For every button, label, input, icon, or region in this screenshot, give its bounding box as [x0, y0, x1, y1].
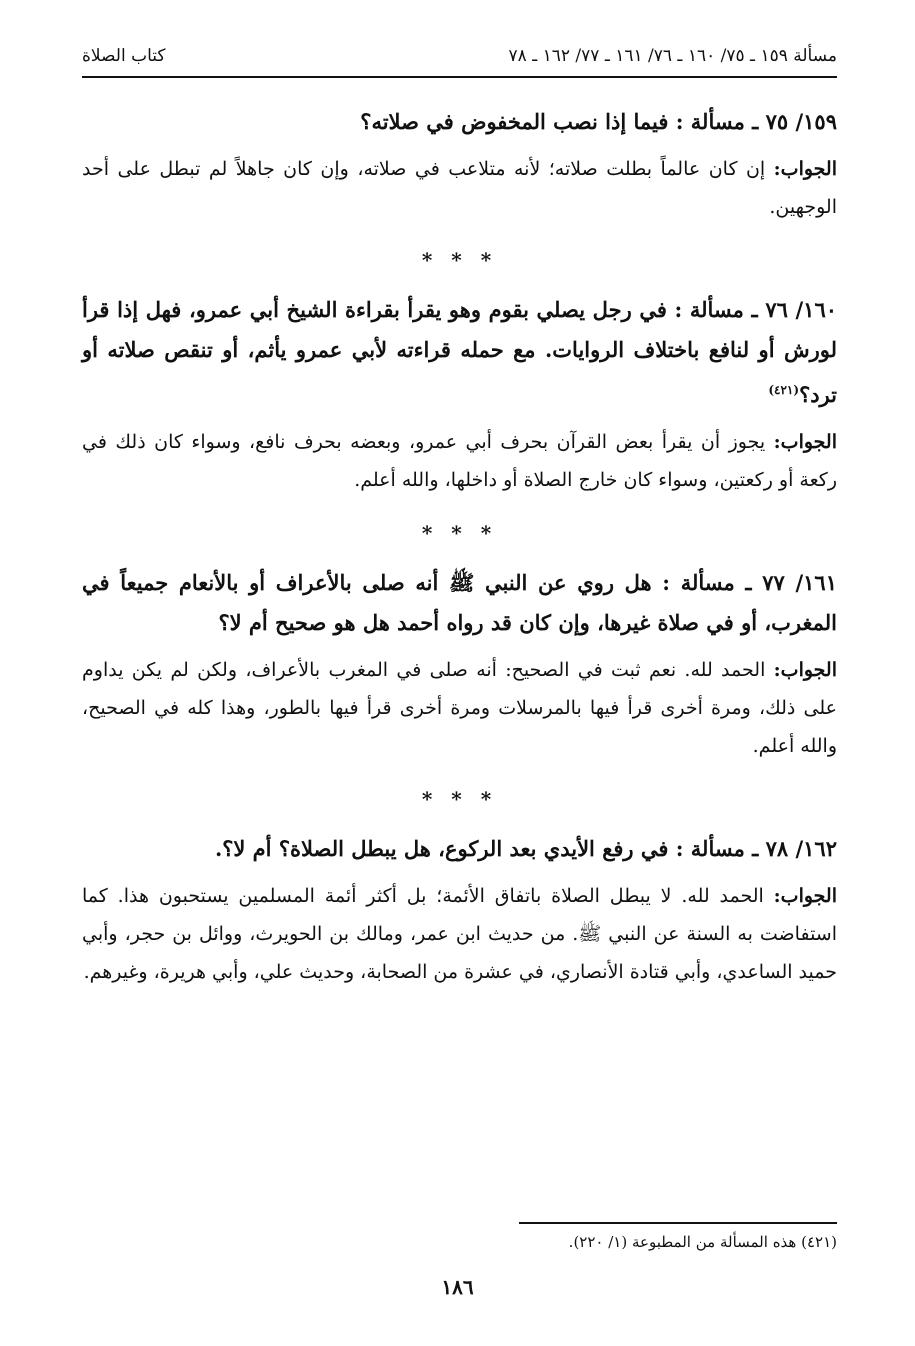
question-text: فيما إذا نصب المخفوض في صلاته؟ — [360, 109, 676, 134]
answer-text: إن كان عالماً بطلت صلاته؛ لأنه متلاعب في صلاته، وإن كان جاهلاً لم تبطل على أحد الوجهين. — [82, 158, 837, 218]
question-number: ١٥٩/ ٧٥ ـ مسألة : — [675, 109, 837, 134]
footnote-divider — [519, 1222, 837, 1224]
question-number: ١٦١/ ٧٧ ـ مسألة : — [662, 570, 837, 595]
answer-162 — [82, 877, 837, 991]
answer-text: الحمد لله. نعم ثبت في الصحيح: أنه صلى في المغرب بالأعراف، ولكن لم يكن يداوم على ذلك، ومرة أخرى قرأ فيها بالمرسلات ومرة أخرى قرأ فيها بالطور، وهذا كله في الصحيح، والله أعلم. — [82, 659, 837, 757]
answer-text: الحمد لله. لا يبطل الصلاة باتفاق الأئمة؛ بل أكثر أئمة المسلمين يستحبون هذا. كما استفاضت به السنة عن النبي ﷺ. من حديث ابن عمر، ومالك بن الحويرث، ووائل بن حجر، وأبي حميد الساعدي، وأبي قتادة الأنصاري، في عشرة من الصحابة، وحديث علي، وأبي هريرة، وغيرهم. — [82, 885, 837, 983]
page-header — [82, 40, 837, 78]
answer-label: الجواب: — [773, 431, 837, 453]
section-separator: * * * — [421, 787, 498, 811]
answer-159 — [82, 150, 837, 226]
answer-text: يجوز أن يقرأ بعض القرآن بحرف أبي عمرو، وبعضه بحرف نافع، وسواء كان ذلك في ركعة أو ركعتين، وسواء كان خارج الصلاة أو داخلها، والله أعلم. — [82, 431, 837, 491]
answer-label: الجواب: — [773, 659, 837, 681]
question-text: هل روي عن النبي ﷺ أنه صلى بالأعراف أو بالأنعام جميعاً في المغرب، أو في صلاة غيرها، وإن كان قد رواه أحمد هل هو صحيح أم لا؟ — [82, 570, 837, 635]
answer-160 — [82, 423, 837, 499]
question-number: ١٦٢/ ٧٨ ـ مسألة : — [675, 836, 837, 861]
section-separator: * * * — [421, 521, 498, 545]
page-number: ١٨٦ — [441, 1275, 474, 1299]
question-number: ١٦٠/ ٧٦ ـ مسألة : — [674, 297, 838, 322]
footnote: (٤٢١) هذه المسألة من المطبوعة (١/ ٢٢٠). — [568, 1233, 837, 1251]
question-161 — [82, 563, 837, 643]
question-text: في رفع الأيدي بعد الركوع، هل يبطل الصلاة؟ أم لا؟. — [214, 836, 676, 861]
footnote-reference: (٤٢١) — [768, 383, 800, 397]
question-text: في رجل يصلي بقوم وهو يقرأ بقراءة الشيخ أبي عمرو، فهل إذا قرأ لورش أو لنافع باختلاف الروايات. مع حمله قراءته لأبي عمرو يأثم، أو تنقص صلاته أو ترد؟ — [82, 297, 837, 407]
running-head-book: كتاب الصلاة — [82, 46, 166, 66]
answer-label: الجواب: — [773, 158, 837, 180]
answer-161 — [82, 651, 837, 765]
question-159 — [82, 102, 837, 142]
page-body — [82, 102, 837, 991]
question-162 — [82, 829, 837, 869]
question-160 — [82, 290, 837, 415]
running-head-issues: مسألة ١٥٩ ـ ٧٥/ ١٦٠ ـ ٧٦/ ١٦١ ـ ٧٧/ ١٦٢ ـ ٧٨ — [508, 46, 837, 66]
answer-label: الجواب: — [773, 885, 837, 907]
section-separator: * * * — [421, 248, 498, 272]
